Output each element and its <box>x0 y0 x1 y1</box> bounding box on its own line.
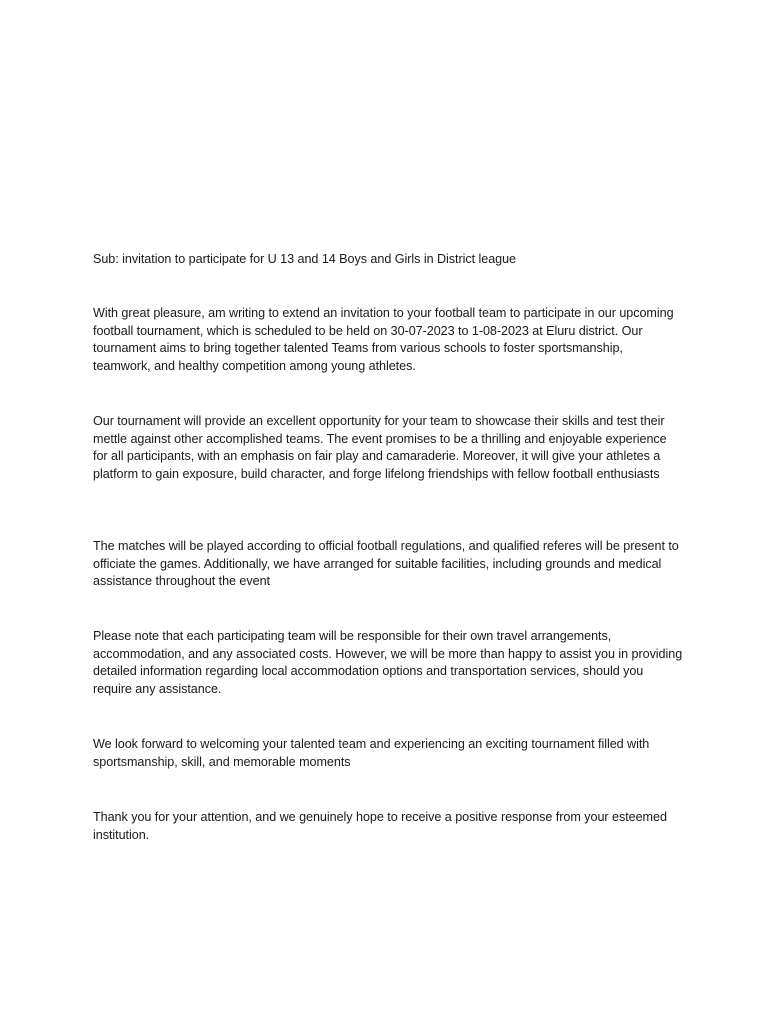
paragraph-opportunity: Our tournament will provide an excellent opportunity for your team to showcase their skills and test their mettle against other accomplished teams. The event promises to be a thrilling and enjoyable experience for all participants, with an emphasis on fair play and camaraderie. Moreover, it will give your athletes a platform to gain exposure, build character, and forge lifelong friendships with fellow football enthusiasts <box>93 414 667 481</box>
paragraph-closing: Thank you for your attention, and we genuinely hope to receive a positive response from your esteemed institution. <box>93 810 667 842</box>
letter-subject: Sub: invitation to participate for U 13 and 14 Boys and Girls in District league <box>93 252 517 266</box>
paragraph-regulations: The matches will be played according to official football regulations, and qualified referes will be present to officiate the games. Additionally, we have arranged for suitable facilities, including grounds and medical assistance throughout the event <box>93 539 679 589</box>
paragraph-welcome: We look forward to welcoming your talented team and experiencing an exciting tournament filled with sportsmanship, skill, and memorable moments <box>93 737 650 769</box>
paragraph-invitation: With great pleasure, am writing to extend an invitation to your football team to participate in our upcoming football tournament, which is scheduled to be held on 30-07-2023 to 1-08-2023 at Eluru district. Our tournament aims to bring together talented Teams from various schools to foster sportsmanship, teamwork, and healthy competition among young athletes. <box>93 306 674 373</box>
paragraph-arrangements: Please note that each participating team will be responsible for their own travel arrangements, accommodation, and any associated costs. However, we will be more than happy to assist you in providing detailed information regarding local accommodation options and transportation services, should you require any assistance. <box>93 629 683 696</box>
